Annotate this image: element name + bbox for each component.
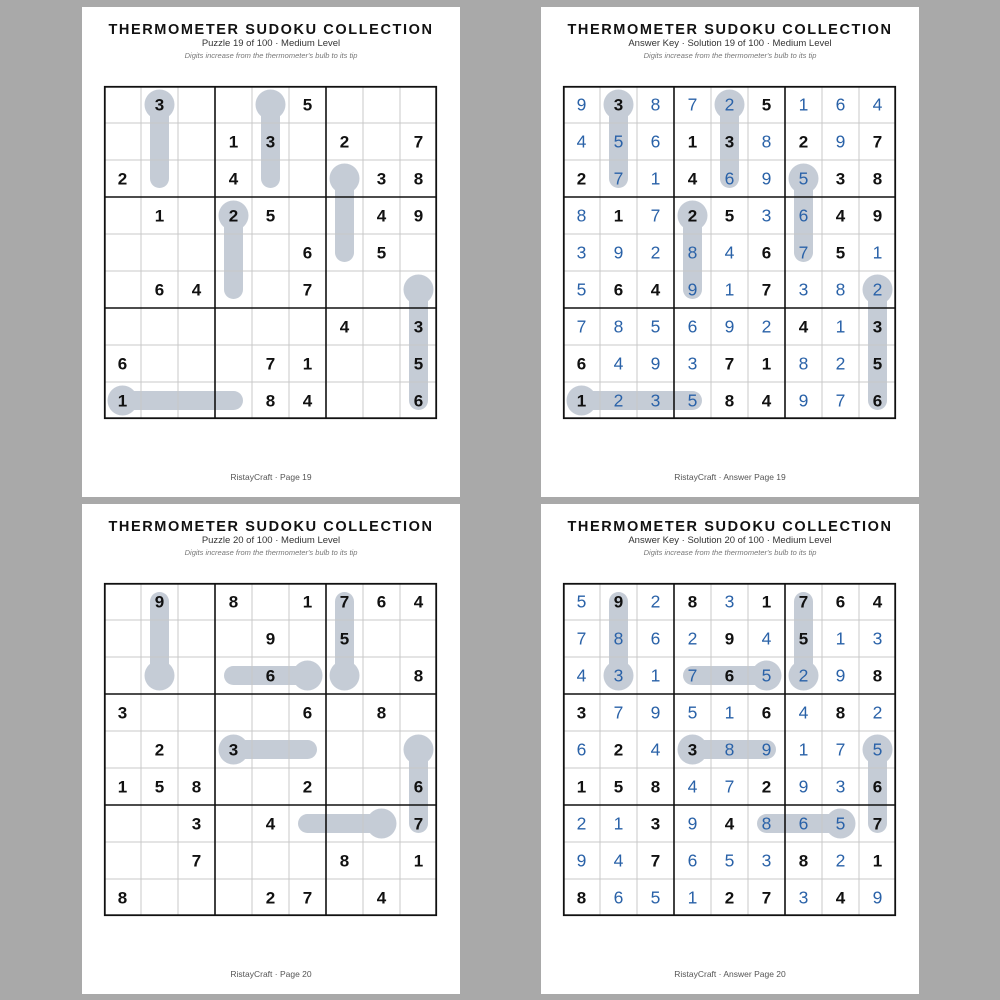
solution-digit: 2 bbox=[835, 850, 846, 871]
solution-digit: 9 bbox=[613, 242, 624, 263]
solution-digit: 9 bbox=[835, 131, 846, 152]
given-digit: 3 bbox=[117, 703, 128, 723]
puzzle-page-19 bbox=[82, 7, 460, 497]
solution-digit: 5 bbox=[650, 316, 661, 337]
solution-digit: 5 bbox=[761, 665, 772, 686]
given-digit: 6 bbox=[376, 592, 387, 612]
solution-digit: 7 bbox=[576, 628, 587, 649]
given-digit: 3 bbox=[576, 703, 587, 723]
solution-digit: 8 bbox=[613, 628, 624, 649]
given-digit: 6 bbox=[413, 777, 424, 797]
solution-digit: 8 bbox=[724, 739, 735, 760]
solution-digit: 2 bbox=[650, 591, 661, 612]
given-digit: 6 bbox=[872, 777, 883, 797]
solution-digit: 2 bbox=[724, 94, 735, 115]
solution-digit: 7 bbox=[724, 776, 735, 797]
page-title: THERMOMETER SUDOKU COLLECTION bbox=[108, 519, 434, 535]
solution-digit: 5 bbox=[798, 168, 809, 189]
solution-digit: 7 bbox=[650, 205, 661, 226]
solution-digit: 9 bbox=[724, 316, 735, 337]
solution-digit: 1 bbox=[724, 279, 735, 300]
solution-digit: 9 bbox=[576, 94, 587, 115]
given-digit: 3 bbox=[228, 740, 239, 760]
given-digit: 6 bbox=[302, 703, 313, 723]
given-digit: 4 bbox=[302, 391, 313, 411]
solution-digit: 5 bbox=[687, 702, 698, 723]
solution-digit: 3 bbox=[761, 850, 772, 871]
solution-digit: 5 bbox=[687, 390, 698, 411]
given-digit: 5 bbox=[835, 243, 846, 263]
given-digit: 7 bbox=[302, 888, 313, 908]
solution-digit: 9 bbox=[650, 702, 661, 723]
given-digit: 2 bbox=[228, 206, 239, 226]
given-digit: 8 bbox=[872, 169, 883, 189]
solution-digit: 3 bbox=[687, 353, 698, 374]
solution-digit: 7 bbox=[798, 242, 809, 263]
given-digit: 8 bbox=[117, 888, 128, 908]
given-digit: 1 bbox=[228, 132, 239, 152]
page-title: THERMOMETER SUDOKU COLLECTION bbox=[567, 519, 893, 535]
solution-digit: 7 bbox=[613, 168, 624, 189]
given-digit: 4 bbox=[376, 206, 387, 226]
solution-digit: 7 bbox=[835, 739, 846, 760]
solution-digit: 3 bbox=[613, 665, 624, 686]
solution-digit: 4 bbox=[872, 94, 883, 115]
given-digit: 5 bbox=[613, 777, 624, 797]
given-digit: 4 bbox=[650, 280, 661, 300]
solution-digit: 6 bbox=[576, 739, 587, 760]
grid-svg bbox=[104, 583, 437, 916]
sudoku-grid bbox=[104, 583, 437, 916]
given-digit: 7 bbox=[724, 354, 735, 374]
solution-digit: 3 bbox=[872, 628, 883, 649]
solution-digit: 8 bbox=[576, 205, 587, 226]
given-digit: 6 bbox=[413, 391, 424, 411]
given-digit: 8 bbox=[650, 777, 661, 797]
given-digit: 1 bbox=[302, 354, 313, 374]
page-title: THERMOMETER SUDOKU COLLECTION bbox=[108, 22, 434, 38]
solution-digit: 3 bbox=[798, 887, 809, 908]
given-digit: 7 bbox=[872, 132, 883, 152]
given-digit: 3 bbox=[872, 317, 883, 337]
solution-digit: 8 bbox=[835, 279, 846, 300]
given-digit: 3 bbox=[191, 814, 202, 834]
solution-digit: 4 bbox=[576, 131, 587, 152]
given-digit: 3 bbox=[376, 169, 387, 189]
solution-digit: 6 bbox=[798, 205, 809, 226]
grid-svg bbox=[563, 86, 896, 419]
given-digit: 1 bbox=[576, 391, 587, 411]
grid-svg bbox=[104, 86, 437, 419]
given-digit: 4 bbox=[687, 169, 698, 189]
given-digit: 8 bbox=[376, 703, 387, 723]
given-digit: 1 bbox=[872, 851, 883, 871]
rule-note: Digits increase from the thermometer's bulb to its tip bbox=[184, 548, 358, 557]
solution-digit: 6 bbox=[650, 628, 661, 649]
given-digit: 4 bbox=[872, 592, 883, 612]
rule-note: Digits increase from the thermometer's bulb to its tip bbox=[643, 51, 817, 60]
given-digit: 3 bbox=[650, 814, 661, 834]
puzzle-page-20 bbox=[82, 504, 460, 994]
given-digit: 9 bbox=[872, 206, 883, 226]
solution-digit: 2 bbox=[872, 702, 883, 723]
given-digit: 5 bbox=[339, 629, 350, 649]
page-footer: RistayCraft · Page 19 bbox=[230, 472, 312, 482]
solution-digit: 3 bbox=[761, 205, 772, 226]
solution-digit: 9 bbox=[687, 279, 698, 300]
given-digit: 9 bbox=[265, 629, 276, 649]
given-digit: 8 bbox=[724, 391, 735, 411]
given-digit: 8 bbox=[339, 851, 350, 871]
given-digit: 8 bbox=[576, 888, 587, 908]
given-digit: 4 bbox=[191, 280, 202, 300]
solution-digit: 9 bbox=[687, 813, 698, 834]
solution-digit: 7 bbox=[835, 390, 846, 411]
given-digit: 2 bbox=[687, 206, 698, 226]
given-digit: 2 bbox=[798, 132, 809, 152]
solution-digit: 1 bbox=[687, 887, 698, 908]
given-digit: 4 bbox=[339, 317, 350, 337]
solution-digit: 1 bbox=[872, 242, 883, 263]
solution-digit: 1 bbox=[724, 702, 735, 723]
given-digit: 4 bbox=[413, 592, 424, 612]
sudoku-grid bbox=[104, 86, 437, 419]
given-digit: 6 bbox=[872, 391, 883, 411]
solution-digit: 3 bbox=[798, 279, 809, 300]
solution-digit: 4 bbox=[613, 353, 624, 374]
given-digit: 6 bbox=[835, 592, 846, 612]
given-digit: 3 bbox=[724, 132, 735, 152]
page-subtitle: Puzzle 19 of 100 · Medium Level bbox=[201, 38, 341, 49]
given-digit: 3 bbox=[835, 169, 846, 189]
solution-digit: 9 bbox=[798, 776, 809, 797]
given-digit: 6 bbox=[761, 703, 772, 723]
given-digit: 6 bbox=[724, 666, 735, 686]
given-digit: 2 bbox=[613, 740, 624, 760]
given-digit: 7 bbox=[761, 888, 772, 908]
solution-digit: 9 bbox=[650, 353, 661, 374]
solution-digit: 9 bbox=[761, 168, 772, 189]
solution-digit: 5 bbox=[835, 813, 846, 834]
solution-digit: 1 bbox=[650, 168, 661, 189]
given-digit: 4 bbox=[798, 317, 809, 337]
solution-digit: 2 bbox=[650, 242, 661, 263]
solution-digit: 2 bbox=[761, 316, 772, 337]
page-footer: RistayCraft · Page 20 bbox=[230, 969, 312, 979]
solution-digit: 7 bbox=[576, 316, 587, 337]
solution-digit: 4 bbox=[798, 702, 809, 723]
given-digit: 6 bbox=[613, 280, 624, 300]
given-digit: 5 bbox=[724, 206, 735, 226]
solution-digit: 8 bbox=[650, 94, 661, 115]
solution-digit: 8 bbox=[761, 131, 772, 152]
solution-digit: 5 bbox=[872, 739, 883, 760]
solution-digit: 1 bbox=[798, 739, 809, 760]
solution-digit: 8 bbox=[613, 316, 624, 337]
given-digit: 4 bbox=[376, 888, 387, 908]
page-footer: RistayCraft · Answer Page 20 bbox=[674, 969, 786, 979]
given-digit: 8 bbox=[687, 592, 698, 612]
solution-digit: 5 bbox=[724, 850, 735, 871]
given-digit: 8 bbox=[835, 703, 846, 723]
solution-digit: 9 bbox=[576, 850, 587, 871]
solution-digit: 3 bbox=[724, 591, 735, 612]
solution-digit: 6 bbox=[650, 131, 661, 152]
given-digit: 3 bbox=[613, 95, 624, 115]
solution-digit: 9 bbox=[872, 887, 883, 908]
given-digit: 1 bbox=[117, 391, 128, 411]
solution-digit: 3 bbox=[576, 242, 587, 263]
solution-digit: 1 bbox=[835, 316, 846, 337]
page-title: THERMOMETER SUDOKU COLLECTION bbox=[567, 22, 893, 38]
solution-digit: 9 bbox=[835, 665, 846, 686]
solution-digit: 4 bbox=[576, 665, 587, 686]
rule-note: Digits increase from the thermometer's bulb to its tip bbox=[184, 51, 358, 60]
given-digit: 8 bbox=[798, 851, 809, 871]
solution-digit: 2 bbox=[798, 665, 809, 686]
given-digit: 2 bbox=[724, 888, 735, 908]
given-digit: 2 bbox=[265, 888, 276, 908]
solution-digit: 1 bbox=[835, 628, 846, 649]
given-digit: 8 bbox=[413, 666, 424, 686]
solution-digit: 5 bbox=[650, 887, 661, 908]
solution-digit: 7 bbox=[687, 665, 698, 686]
given-digit: 6 bbox=[302, 243, 313, 263]
given-digit: 3 bbox=[154, 95, 165, 115]
solution-digit: 9 bbox=[761, 739, 772, 760]
solution-digit: 7 bbox=[687, 94, 698, 115]
given-digit: 8 bbox=[191, 777, 202, 797]
given-digit: 2 bbox=[576, 169, 587, 189]
given-digit: 5 bbox=[872, 354, 883, 374]
given-digit: 1 bbox=[687, 132, 698, 152]
given-digit: 7 bbox=[302, 280, 313, 300]
given-digit: 9 bbox=[154, 592, 165, 612]
given-digit: 7 bbox=[413, 814, 424, 834]
solution-digit: 1 bbox=[650, 665, 661, 686]
solution-digit: 6 bbox=[798, 813, 809, 834]
solution-digit: 3 bbox=[835, 776, 846, 797]
given-digit: 7 bbox=[265, 354, 276, 374]
solution-digit: 2 bbox=[835, 353, 846, 374]
grid-svg bbox=[563, 583, 896, 916]
solution-digit: 2 bbox=[687, 628, 698, 649]
given-digit: 7 bbox=[650, 851, 661, 871]
given-digit: 9 bbox=[413, 206, 424, 226]
given-digit: 6 bbox=[265, 666, 276, 686]
solution-digit: 8 bbox=[798, 353, 809, 374]
sudoku-grid bbox=[563, 583, 896, 916]
solution-digit: 5 bbox=[576, 279, 587, 300]
answer-page-19 bbox=[541, 7, 919, 497]
solution-digit: 8 bbox=[687, 242, 698, 263]
given-digit: 2 bbox=[302, 777, 313, 797]
given-digit: 4 bbox=[228, 169, 239, 189]
given-digit: 1 bbox=[413, 851, 424, 871]
solution-digit: 6 bbox=[835, 94, 846, 115]
page-footer: RistayCraft · Answer Page 19 bbox=[674, 472, 786, 482]
given-digit: 6 bbox=[761, 243, 772, 263]
given-digit: 5 bbox=[376, 243, 387, 263]
given-digit: 3 bbox=[265, 132, 276, 152]
solution-digit: 6 bbox=[613, 887, 624, 908]
given-digit: 2 bbox=[154, 740, 165, 760]
given-digit: 9 bbox=[613, 592, 624, 612]
page-subtitle: Answer Key · Solution 19 of 100 · Medium Level bbox=[628, 38, 832, 49]
given-digit: 1 bbox=[576, 777, 587, 797]
solution-digit: 5 bbox=[576, 591, 587, 612]
given-digit: 5 bbox=[302, 95, 313, 115]
solution-digit: 1 bbox=[798, 94, 809, 115]
solution-digit: 2 bbox=[613, 390, 624, 411]
given-digit: 6 bbox=[117, 354, 128, 374]
given-digit: 7 bbox=[798, 592, 809, 612]
solution-digit: 6 bbox=[687, 316, 698, 337]
given-digit: 3 bbox=[413, 317, 424, 337]
solution-digit: 4 bbox=[761, 628, 772, 649]
solution-digit: 4 bbox=[687, 776, 698, 797]
given-digit: 1 bbox=[302, 592, 313, 612]
solution-digit: 8 bbox=[761, 813, 772, 834]
given-digit: 6 bbox=[154, 280, 165, 300]
given-digit: 2 bbox=[117, 169, 128, 189]
given-digit: 1 bbox=[117, 777, 128, 797]
given-digit: 3 bbox=[687, 740, 698, 760]
given-digit: 5 bbox=[761, 95, 772, 115]
given-digit: 7 bbox=[872, 814, 883, 834]
answer-page-20 bbox=[541, 504, 919, 994]
given-digit: 2 bbox=[761, 777, 772, 797]
page-subtitle: Puzzle 20 of 100 · Medium Level bbox=[201, 535, 341, 546]
given-digit: 5 bbox=[413, 354, 424, 374]
given-digit: 9 bbox=[724, 629, 735, 649]
solution-digit: 4 bbox=[650, 739, 661, 760]
given-digit: 5 bbox=[154, 777, 165, 797]
given-digit: 4 bbox=[265, 814, 276, 834]
given-digit: 4 bbox=[724, 814, 735, 834]
given-digit: 7 bbox=[761, 280, 772, 300]
solution-digit: 4 bbox=[724, 242, 735, 263]
given-digit: 4 bbox=[835, 206, 846, 226]
given-digit: 7 bbox=[339, 592, 350, 612]
given-digit: 1 bbox=[154, 206, 165, 226]
given-digit: 1 bbox=[761, 592, 772, 612]
solution-digit: 4 bbox=[613, 850, 624, 871]
given-digit: 7 bbox=[413, 132, 424, 152]
solution-digit: 5 bbox=[613, 131, 624, 152]
given-digit: 8 bbox=[413, 169, 424, 189]
given-digit: 8 bbox=[265, 391, 276, 411]
solution-digit: 2 bbox=[576, 813, 587, 834]
solution-digit: 9 bbox=[798, 390, 809, 411]
solution-digit: 6 bbox=[687, 850, 698, 871]
solution-digit: 1 bbox=[613, 813, 624, 834]
given-digit: 5 bbox=[798, 629, 809, 649]
given-digit: 4 bbox=[761, 391, 772, 411]
solution-digit: 3 bbox=[650, 390, 661, 411]
given-digit: 7 bbox=[191, 851, 202, 871]
rule-note: Digits increase from the thermometer's bulb to its tip bbox=[643, 548, 817, 557]
solution-digit: 7 bbox=[613, 702, 624, 723]
given-digit: 8 bbox=[872, 666, 883, 686]
given-digit: 6 bbox=[576, 354, 587, 374]
given-digit: 8 bbox=[228, 592, 239, 612]
given-digit: 1 bbox=[761, 354, 772, 374]
solution-digit: 2 bbox=[872, 279, 883, 300]
given-digit: 1 bbox=[613, 206, 624, 226]
page-subtitle: Answer Key · Solution 20 of 100 · Medium Level bbox=[628, 535, 832, 546]
given-digit: 2 bbox=[339, 132, 350, 152]
sudoku-grid bbox=[563, 86, 896, 419]
given-digit: 4 bbox=[835, 888, 846, 908]
solution-digit: 6 bbox=[724, 168, 735, 189]
given-digit: 5 bbox=[265, 206, 276, 226]
